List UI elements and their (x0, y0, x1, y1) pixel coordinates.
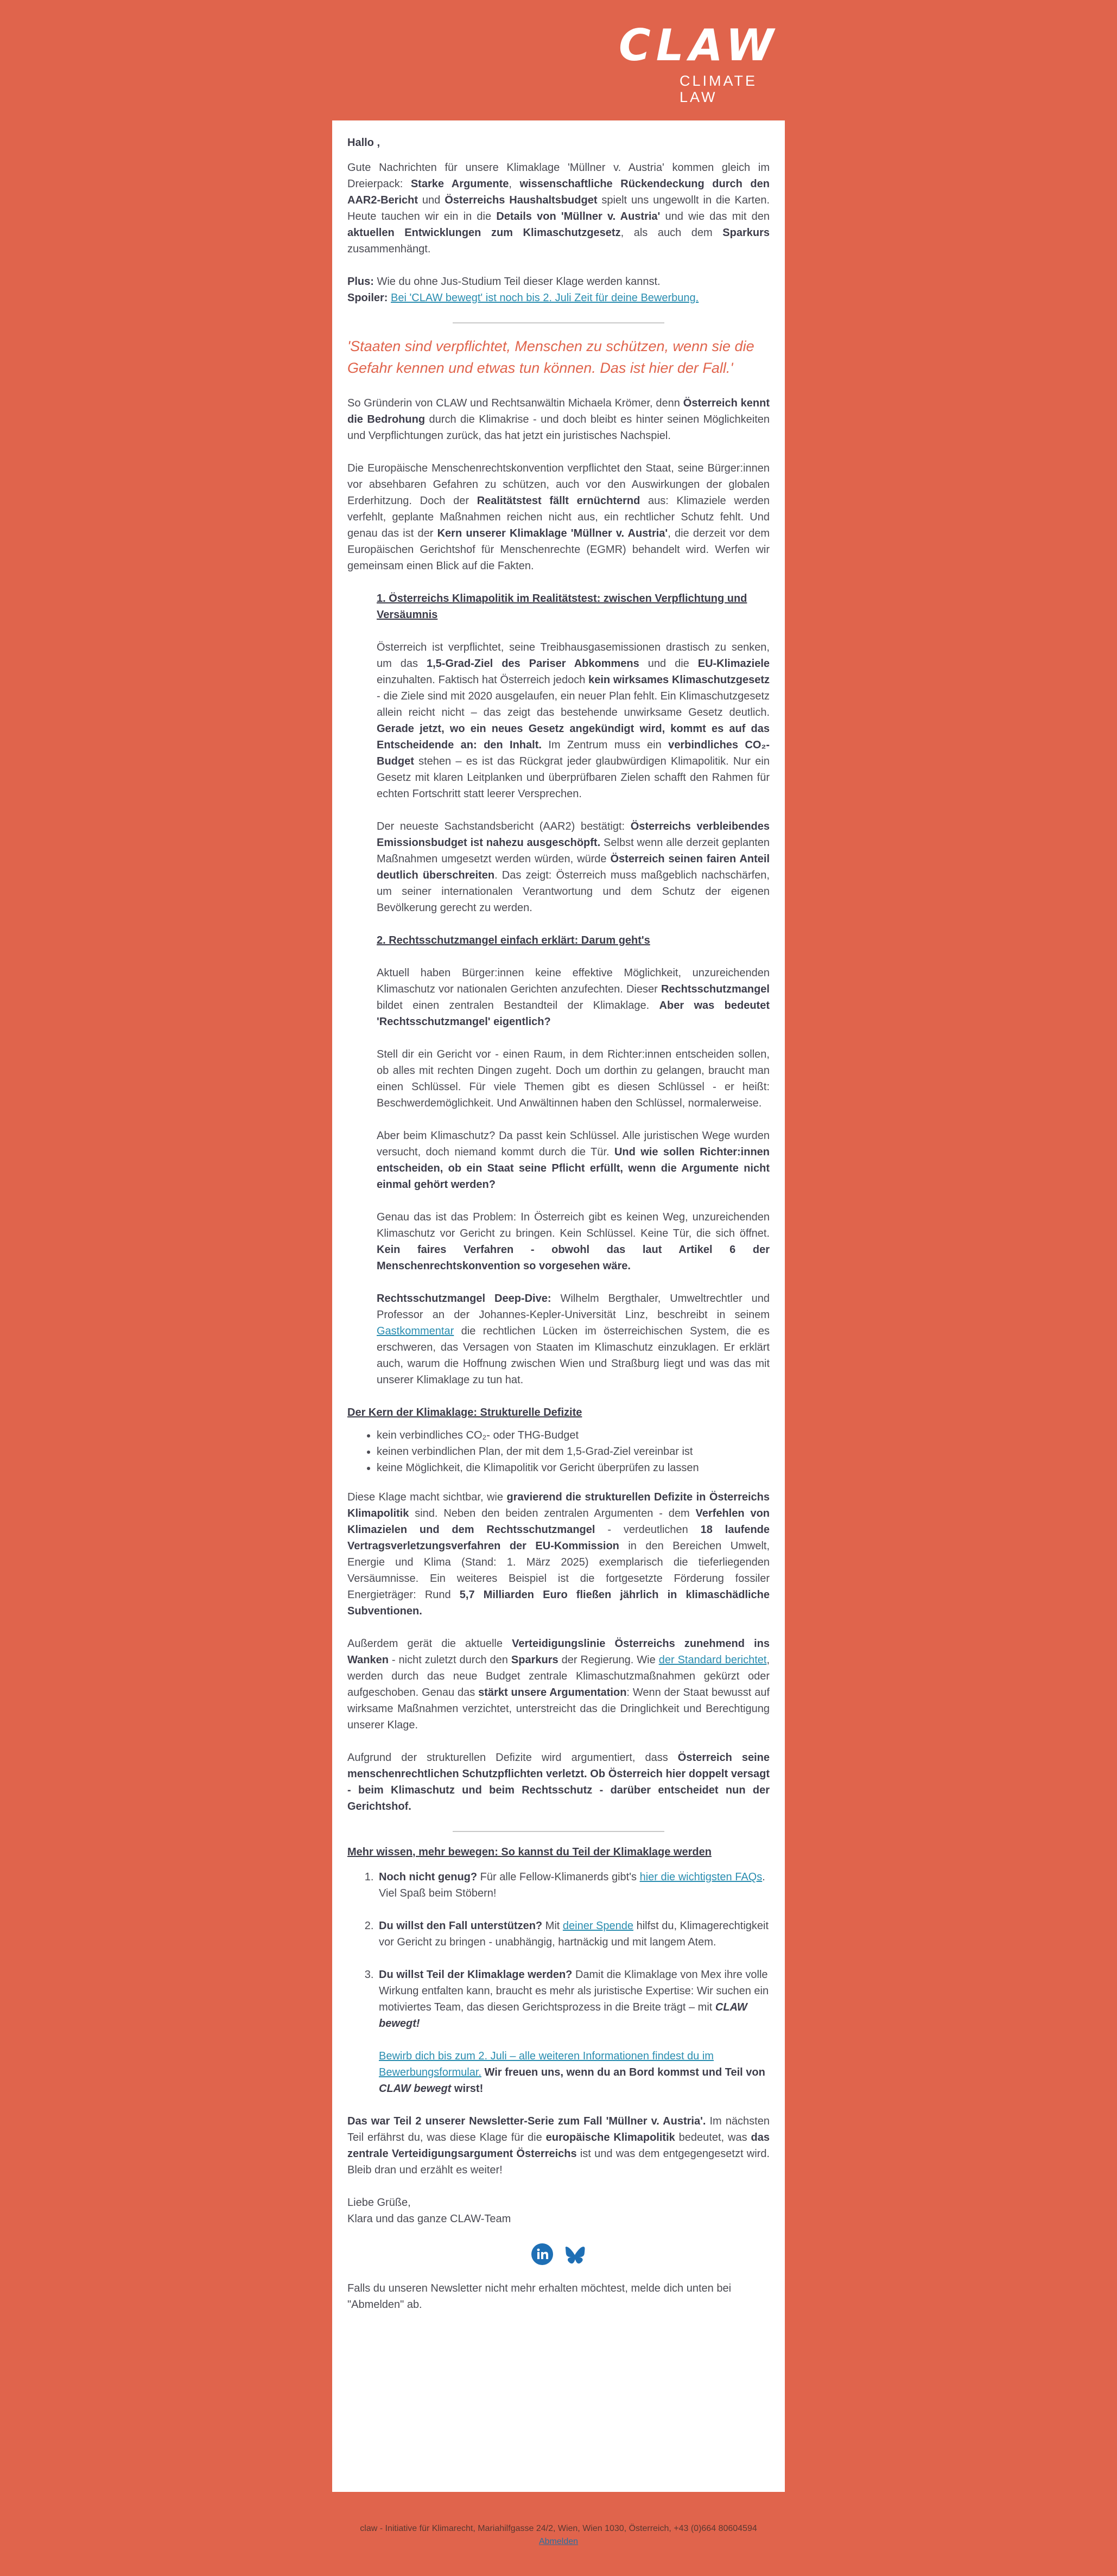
section-2-paragraph-5 (377, 1290, 770, 1388)
outro-paragraph (347, 2113, 770, 2178)
logo-sub-law: LAW (680, 89, 718, 105)
text-bold: wirst! (451, 2083, 484, 2095)
text-bold: Kern unserer Klimaklage 'Müllner v. Austria' (437, 527, 668, 539)
core-paragraph-3 (347, 1750, 770, 1815)
list-item: • kein verbindliches CO₂- oder THG-Budget (377, 1427, 770, 1443)
text: Die Europäische Menschenrechtskonvention verpflichtet den Staat, seine Bürger:innen vor absehbaren Gefahren zu schützen, auch vor den Auswirkungen der globalen Erderhitzung. Doch der (347, 462, 770, 507)
text: Wilhelm Bergthaler, Umweltrechtler und Professor an der Johannes-Kepler-Universität Linz, beschreibt in seinem (377, 1293, 770, 1321)
list-item (377, 1967, 770, 2097)
text: Im Zentrum muss ein (541, 739, 669, 751)
text-bold: gravierend die strukturellen Defizite in Österreichs Klimapolitik (347, 1491, 770, 1519)
signoff-team: Klara und das ganze CLAW-Team (347, 2213, 511, 2225)
spoiler-label: Spoiler: (347, 292, 388, 304)
text: - nicht zuletzt durch den (388, 1654, 511, 1666)
section-2-heading: 2. Rechtsschutzmangel einfach erklärt: Darum geht's (377, 934, 650, 946)
section-1 (347, 590, 770, 1388)
text-bold: Rechtsschutzmangel Deep-Dive: (377, 1293, 551, 1305)
spoiler-link[interactable]: Bei 'CLAW bewegt' ist noch bis 2. Juli Zeit für deine Bewerbung. (391, 292, 699, 304)
list-item: • keine Möglichkeit, die Klimapolitik vor Gericht überprüfen zu lassen (377, 1460, 770, 1476)
text-bold: Wir freuen uns, wenn du an Bord kommst und Teil von (481, 2066, 765, 2078)
core-bullet-list (347, 1427, 770, 1476)
text-bold: Sparkurs (511, 1654, 558, 1666)
newsletter-content (332, 120, 785, 2313)
divider (453, 322, 664, 323)
section-2-paragraph-4 (377, 1209, 770, 1274)
section-2-paragraph-3 (377, 1128, 770, 1193)
text: Im nächsten Teil erfährst du, was diese Klage für die (347, 2115, 770, 2144)
text-bold: Das war Teil 2 unserer Newsletter-Serie zum Fall 'Müllner v. Austria'. (347, 2115, 706, 2127)
faq-link[interactable]: hier die wichtigsten FAQs (639, 1871, 763, 1883)
text-bold: 18 laufende Vertragsverletzungsverfahren der EU-Kommission (347, 1524, 770, 1552)
text: Der neueste Sachstandsbericht (AAR2) bestätigt: (377, 820, 631, 832)
text-bold: aktuellen Entwicklungen zum Klimaschutzgesetz (347, 227, 621, 239)
text: stehen – es ist das Rückgrat jeder glaubwürdigen Klimapolitik. Nur ein Gesetz mit klaren Leitplanken und überprüfbaren Zielen schafft den Rahmen für echten Fortschritt statt leerer Versprechen. (377, 755, 770, 800)
section-1-heading: 1. Österreichs Klimapolitik im Realitätstest: zwischen Verpflichtung und Versäumnis (377, 593, 747, 621)
donation-link[interactable]: deiner Spende (562, 1920, 634, 1932)
emrk-paragraph (347, 460, 770, 574)
text: der Regierung. Wie (558, 1654, 659, 1666)
text: Aktuell haben Bürger:innen keine effektive Möglichkeit, unzureichenden Klimaschutz vor nationalen Gerichten anzufechten. Dieser (377, 967, 770, 995)
text: aus: Klimaziele werden verfehlt, geplante Maßnahmen reichen nicht aus, ein rechtlicher Schutz fehlt. Und genau das ist der (347, 495, 770, 539)
text-bold: 1,5-Grad-Ziel des Pariser Abkommens (426, 658, 639, 670)
text-bold: Verfehlen von Klimazielen und dem Rechtsschutzmangel (347, 1508, 770, 1536)
text-bold: Gerade jetzt, wo ein neues Gesetz angekündigt wird, kommt es auf das Entscheidende an: den Inhalt. (377, 723, 770, 751)
core-heading: Der Kern der Klimaklage: Strukturelle Defizite (347, 1407, 582, 1419)
plus-label: Plus: (347, 276, 374, 288)
text-bold: Realitätstest fällt ernüchternd (477, 495, 640, 507)
text: . Das zeigt: Österreich muss maßgeblich nachschärfen, um seiner internationalen Verantwortung und dem Schutz der eigenen Bevölkerung gerecht zu werden. (377, 869, 770, 914)
section-2-paragraph-1 (377, 965, 770, 1030)
text-bold: Und wie sollen Richter:innen entscheiden, ob ein Staat seine Pflicht erfüllt, wenn die Argumente nicht einmal gehört werden? (377, 1146, 770, 1191)
text: Damit die Klimaklage von Mex ihre volle Wirkung entfalten kann, braucht es mehr als juristische Expertise: Wir suchen ein motiviertes Team, das diesen Gerichtsprozess in die Breite trägt – mit (379, 1969, 769, 2013)
text-bold: EU-Klimaziele (697, 658, 770, 670)
text: bildet einen zentralen Bestandteil der Klimaklage. (377, 1000, 659, 1012)
text: , werden durch das neue Budget zentrale Klimaschutzmaßnahmen gekürzt oder aufgeschoben. Genau das (347, 1654, 770, 1699)
text-bold: Verteidigungslinie Österreichs zunehmend ins Wanken (347, 1638, 770, 1666)
text: bedeutet, was (675, 2132, 751, 2144)
section-1-paragraph-2 (377, 818, 770, 916)
text-bold: Du willst Teil der Klimaklage werden? (379, 1969, 573, 1981)
text-bold: Sparkurs (722, 227, 770, 239)
text: und die (639, 658, 698, 670)
bluesky-icon (564, 2243, 586, 2265)
text-bold: Starke Argumente (410, 178, 509, 190)
text: - verdeutlichen (595, 1524, 701, 1536)
text-bold: das zentrale Verteidigungsargument Österreichs (347, 2132, 770, 2160)
intro-paragraph (347, 160, 770, 257)
text: und wie das mit den (660, 211, 770, 222)
text-bold: Österreich seinen fairen Anteil deutlich überschreiten (377, 853, 770, 881)
text-bold: Details von 'Müllner v. Austria' (496, 211, 661, 222)
linkedin-icon (531, 2243, 553, 2265)
section-2-paragraph-2: Stell dir ein Gericht vor - einen Raum, in dem Richter:innen entscheiden sollen, ob alles mit rechten Dingen zugeht. Doch um dorthin zu gelangen, braucht man einen Schlüssel. Für viele Themen gibt es diesen Schlüssel - er heißt: Beschwerdemöglichkeit. Und Anwältinnen haben den Schlüssel, normalerweise. (377, 1048, 770, 1109)
plus-spoiler (347, 273, 770, 306)
text: Aber beim Klimaschutz? Da passt kein Schlüssel. Alle juristischen Wege wurden versucht, doch niemand kommt durch die Tür. (377, 1130, 770, 1158)
text: sind. Neben den beiden zentralen Argumenten - dem (409, 1508, 696, 1519)
text-bold: Österreich kennt die Bedrohung (347, 397, 770, 425)
text: zusammenhängt. (347, 243, 431, 255)
participation-list (347, 1869, 770, 2097)
pull-quote: 'Staaten sind verpflichtet, Menschen zu schützen, wenn sie die Gefahr kennen und etwas tun können. Das ist hier der Fall.' (347, 338, 754, 376)
text-bold: Du willst den Fall unterstützen? (379, 1920, 543, 1932)
greeting: Hallo , (347, 137, 380, 149)
list-item (377, 1918, 770, 1950)
text: Mit (542, 1920, 563, 1932)
text: : Wenn der Staat bewusst auf wirksame Maßnahmen verzichtet, unterstreicht das die Dringlichkeit und Berechtigung unserer Klage. (347, 1687, 770, 1731)
text-bold: europäische Klimapolitik (545, 2132, 675, 2144)
text: Genau das ist das Problem: In Österreich gibt es keinen Weg, unzureichenden Klimaschutz vor Gericht zu bringen. Kein Schlüssel. Keine Tür, die sich öffnet. (377, 1211, 770, 1239)
text: in den Bereichen Umwelt, Energie und Klima (Stand: 1. März 2025) exemplarisch die tieferliegenden Versäumnisse. Ein weiteres Beispiel ist die fortgesetzte Förderung fossiler Energieträger: Rund (347, 1540, 770, 1601)
text: , (509, 178, 520, 190)
claw-logo[interactable] (619, 20, 779, 105)
unsubscribe-note: Falls du unseren Newsletter nicht mehr erhalten möchtest, melde dich unten bei "Abmelden" ab. (347, 2282, 732, 2311)
logo-sub-climate: CLIMATE (680, 73, 758, 89)
text-bold: Österreichs verbleibendes Emissionsbudget ist nahezu ausgeschöpft. (377, 820, 770, 849)
divider (453, 1831, 664, 1832)
text-bold: Rechtsschutzmangel (661, 983, 770, 995)
text: spielt uns ungewollt in die Karten. Heute tauchen wir ein in die (347, 194, 770, 222)
text-bold: verbindliches CO₂-Budget (377, 739, 770, 767)
text: , als auch dem (620, 227, 723, 239)
text: ist und was dem entgegengesetzt wird. Bleib dran und erzählt es weiter! (347, 2148, 770, 2176)
text: , die derzeit vor dem Europäischen Gerichtshof für Menschenrechte (EGMR) behandelt wird. Werfen wir gemeinsam einen Blick auf die Fakten. (347, 527, 770, 572)
text-bold: wissenschaftliche Rückendeckung durch den AAR2-Bericht (347, 178, 770, 206)
text-bold: Österreichs Haushaltsbudget (445, 194, 598, 206)
newsletter-card (332, 120, 785, 2492)
linkedin-link[interactable] (531, 2243, 553, 2265)
text: Österreich ist verpflichtet, seine Treibhausgasemissionen drastisch zu senken, um das (377, 641, 770, 670)
text: durch die Klimakrise - und doch bleibt es hinter seinen Möglichkeiten und Verpflichtungen zurück, das hat jetzt ein juristisches Nachspiel. (347, 414, 770, 442)
social-links (347, 2243, 770, 2265)
text: So Gründerin von CLAW und Rechtsanwältin Michaela Krömer, denn (347, 397, 683, 409)
text: Selbst wenn alle derzeit geplanten Maßnahmen umgesetzt werden würden, würde (377, 837, 770, 865)
text: . Viel Spaß beim Stöbern! (379, 1871, 765, 1899)
text: - die Ziele sind mit 2020 ausgelaufen, ein neuer Plan fehlt. Ein Klimaschutzgesetz allein reicht nicht – das zeigt das bestehende unwirksame Gesetz deutlich. (377, 690, 770, 718)
text-bold: Österreich seine menschenrechtlichen Schutzpflichten verletzt. Ob Österreich hier doppelt versagt - beim Klimaschutz und beim Rechtsschutz - darüber entscheidet nun der Gerichtshof. (347, 1752, 770, 1812)
standard-article-link[interactable]: der Standard berichtet (658, 1654, 767, 1666)
text-bold: Noch nicht genug? (379, 1871, 478, 1883)
text: Gute Nachrichten für unsere Klimaklage 'Müllner v. Austria' kommen gleich im Dreierpack: (347, 162, 770, 190)
unsubscribe-link[interactable]: Abmelden (538, 2537, 579, 2546)
list-item: • keinen verbindlichen Plan, der mit dem 1,5-Grad-Ziel vereinbar ist (377, 1443, 770, 1460)
signature (347, 2195, 770, 2227)
text-bold: Kein faires Verfahren - obwohl das laut Artikel 6 der Menschenrechtskonvention so vorgesehen wäre. (377, 1244, 770, 1272)
text: Für alle Fellow-Klimanerds gibt's (477, 1871, 640, 1883)
gastkommentar-link[interactable]: Gastkommentar (377, 1325, 454, 1337)
text-bold-italic: CLAW bewegt (379, 2083, 452, 2095)
text: und (418, 194, 445, 206)
bluesky-link[interactable] (564, 2243, 586, 2265)
section-1-paragraph-1 (377, 639, 770, 802)
text: Außerdem gerät die aktuelle (347, 1638, 512, 1650)
text-bold: 5,7 Milliarden Euro fließen jährlich in klimaschädliche Subventionen. (347, 1589, 770, 1617)
text-bold: kein wirksames Klimaschutzgesetz (588, 674, 770, 686)
core-paragraph-1 (347, 1489, 770, 1619)
core-paragraph-2 (347, 1636, 770, 1733)
text: die rechtlichen Lücken im österreichischen System, die es erschweren, das Versagen von Staaten im Klimaschutz einzuklagen. Er erklärt auch, warum die Hoffnung zwischen Wien und Straßburg liegt und was das mit unserer Klimaklage zu tun hat. (377, 1325, 770, 1386)
footer-address: claw - Initiative für Klimarecht, Mariahilfgasse 24/2, Wien, Wien 1030, Österreich, +43 (0)664 80604594 (360, 2524, 757, 2533)
more-heading: Mehr wissen, mehr bewegen: So kannst du Teil der Klimaklage werden (347, 1846, 712, 1858)
header (0, 0, 1117, 120)
application-form-link[interactable]: Bewirb dich bis zum 2. Juli – alle weiteren Informationen findest du im Bewerbungsformular. (379, 2050, 714, 2078)
logo-subtitle (680, 73, 771, 105)
text-bold: Aber was bedeutet 'Rechtsschutzmangel' eigentlich? (377, 1000, 770, 1028)
text: Diese Klage macht sichtbar, wie (347, 1491, 507, 1503)
text: hilfst du, Klimagerechtigkeit vor Gericht zu bringen - unabhängig, hartnäckig und mit langem Atem. (379, 1920, 769, 1948)
signoff: Liebe Grüße, (347, 2197, 411, 2209)
quote-attribution (347, 395, 770, 444)
list-item (377, 1869, 770, 1901)
text: einzuhalten. Faktisch hat Österreich jedoch (377, 674, 589, 686)
text-bold: stärkt unsere Argumentation (478, 1687, 627, 1699)
logo-wordmark: CLAW (619, 20, 779, 71)
plus-text: Wie du ohne Jus-Studium Teil dieser Klage werden kannst. (373, 276, 661, 288)
text: Aufgrund der strukturellen Defizite wird argumentiert, dass (347, 1752, 678, 1764)
footer (0, 2522, 1117, 2548)
text-bold-italic: CLAW bewegt! (379, 2001, 747, 2030)
